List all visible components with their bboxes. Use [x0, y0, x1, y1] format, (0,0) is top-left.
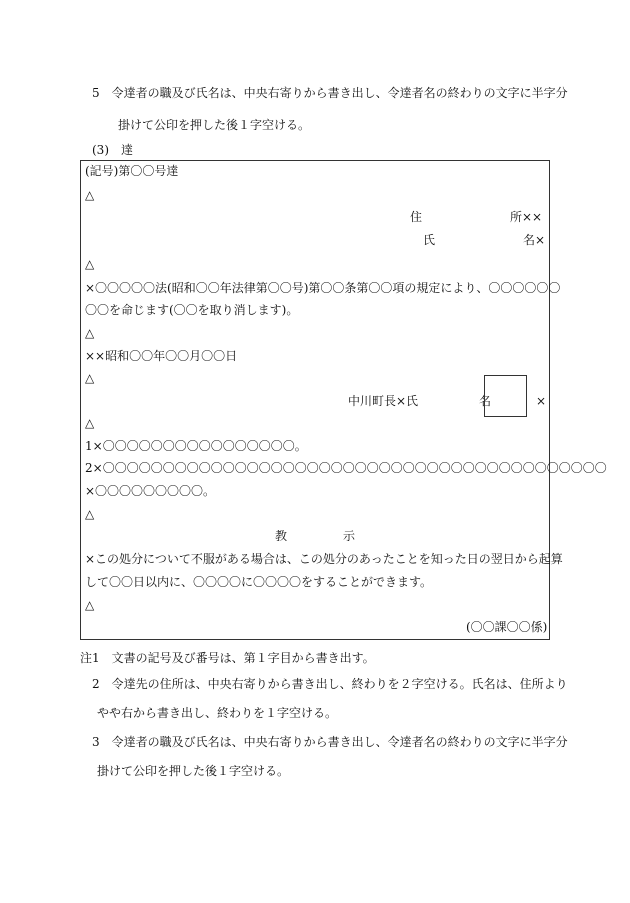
blank-mark: △: [85, 598, 95, 612]
name-label-start: 氏: [423, 233, 436, 247]
address-label-end: 所××: [510, 210, 543, 224]
blank-mark: △: [85, 326, 95, 340]
section-heading: (3) 達: [92, 143, 133, 157]
note-2-line-2: やや右から書き出し、終わりを１字空ける。: [97, 706, 338, 720]
date-line: ××昭和〇〇年〇〇月〇〇日: [85, 349, 238, 363]
list-item-1: 1×〇〇〇〇〇〇〇〇〇〇〇〇〇〇〇〇。: [85, 439, 307, 453]
issuer-name-end: 名: [479, 394, 492, 408]
instruction-heading-end: 示: [343, 529, 356, 543]
body-line-1: ×〇〇〇〇〇法(昭和〇〇年法律第〇〇号)第〇〇条第〇〇項の規定により、〇〇〇〇〇〇: [85, 281, 561, 295]
blank-mark: △: [85, 188, 95, 202]
note-3-line-1: 3 令達者の職及び氏名は、中央右寄りから書き出し、令達者名の終わりの文字に半字分: [92, 735, 568, 749]
blank-mark: △: [85, 507, 95, 521]
issuer-trailing-mark: ×: [536, 394, 547, 408]
issuer-title: 中川町長×氏: [348, 394, 419, 408]
document-number: (記号)第〇〇号達: [85, 164, 179, 178]
name-label-end: 名×: [523, 233, 546, 247]
blank-mark: △: [85, 371, 95, 385]
note-item-5-line-2: 掛けて公印を押した後１字空ける。: [118, 118, 311, 132]
official-seal-box: [484, 375, 527, 417]
instruction-heading-start: 教: [275, 529, 288, 543]
address-label-start: 住: [410, 210, 423, 224]
note-item-5-line-1: 5 令達者の職及び氏名は、中央右寄りから書き出し、令達者名の終わりの文字に半字分: [92, 86, 568, 100]
instruction-line-1: ×この処分について不服がある場合は、この処分のあったことを知った日の翌日から起算: [85, 552, 563, 566]
section-tag: (〇〇課〇〇係): [466, 620, 548, 634]
note-2-line-1: 2 令達先の住所は、中央右寄りから書き出し、終わりを２字空ける。氏名は、住所より: [92, 677, 568, 691]
instruction-line-2: して〇〇日以内に、〇〇〇〇に〇〇〇〇をすることができます。: [85, 575, 433, 589]
note-1: 注1 文書の記号及び番号は、第１字目から書き出す。: [80, 651, 375, 665]
list-item-2-line-1: 2×〇〇〇〇〇〇〇〇〇〇〇〇〇〇〇〇〇〇〇〇〇〇〇〇〇〇〇〇〇〇〇〇〇〇〇〇〇〇〇〇〇〇: [85, 461, 607, 475]
list-item-2-line-2: ×〇〇〇〇〇〇〇〇〇。: [85, 484, 216, 498]
body-line-2: 〇〇を命じます(〇〇を取り消します)。: [85, 303, 299, 317]
note-3-line-2: 掛けて公印を押した後１字空ける。: [97, 764, 290, 778]
blank-mark: △: [85, 416, 95, 430]
blank-mark: △: [85, 257, 95, 271]
